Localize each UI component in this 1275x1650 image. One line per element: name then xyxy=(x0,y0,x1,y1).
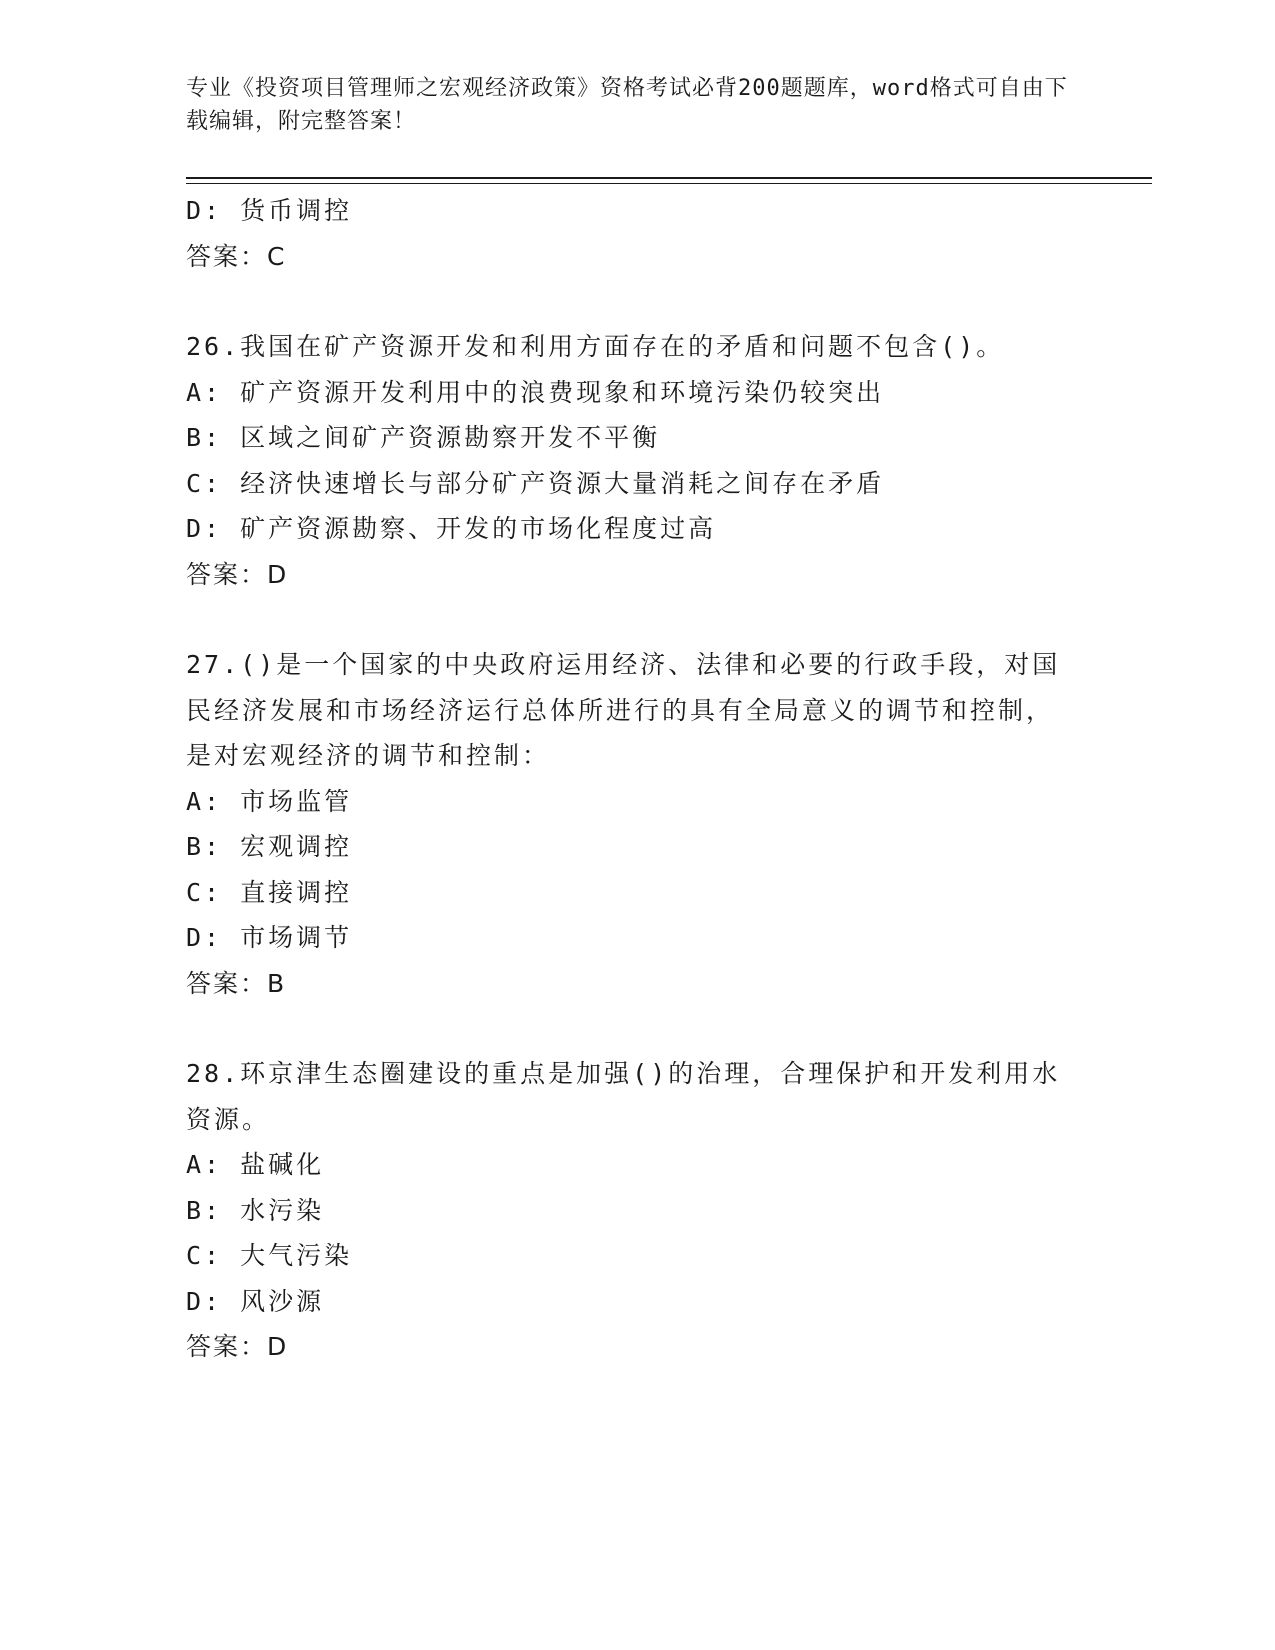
option-d: D: 市场调节 xyxy=(186,923,353,952)
option-a: A: 市场监管 xyxy=(186,786,353,816)
previous-question-tail xyxy=(186,188,1086,279)
question-28 xyxy=(186,1051,1086,1370)
option-c: C: 大气污染 xyxy=(186,1241,353,1270)
option-b: B: 宏观调控 xyxy=(186,832,353,861)
question-text: 26.我国在矿产资源开发和利用方面存在的矛盾和问题不包含()。 xyxy=(186,332,1005,361)
answer-line: 答案：D xyxy=(186,559,289,589)
question-text: 28.环京津生态圈建设的重点是加强()的治理，合理保护和开发利用水资源。 xyxy=(186,1059,1061,1134)
option-c: C: 经济快速增长与部分矿产资源大量消耗之间存在矛盾 xyxy=(186,468,885,498)
header-title: 专业《投资项目管理师之宏观经济政策》资格考试必背200题题库，word格式可自由下载编辑，附完整答案！ xyxy=(186,76,1068,134)
option-d: D: 货币调控 xyxy=(186,196,353,225)
page-header xyxy=(186,72,1086,138)
answer-line: 答案：D xyxy=(186,1332,289,1361)
header-divider-thin xyxy=(186,183,1152,184)
answer-line: 答案：C xyxy=(186,241,287,271)
question-26 xyxy=(186,324,1086,597)
document-content xyxy=(186,188,1086,1370)
option-a: A: 矿产资源开发利用中的浪费现象和环境污染仍较突出 xyxy=(186,377,885,407)
option-a: A: 盐碱化 xyxy=(186,1150,325,1179)
option-d: D: 风沙源 xyxy=(186,1286,325,1316)
option-d: D: 矿产资源勘察、开发的市场化程度过高 xyxy=(186,514,717,543)
header-divider-thick xyxy=(186,177,1152,179)
question-27 xyxy=(186,642,1086,1006)
option-c: C: 直接调控 xyxy=(186,877,353,907)
question-text: 27.()是一个国家的中央政府运用经济、法律和必要的行政手段，对国民经济发展和市场经济运行总体所进行的具有全局意义的调节和控制，是对宏观经济的调节和控制： xyxy=(186,650,1061,770)
option-b: B: 水污染 xyxy=(186,1195,325,1225)
option-b: B: 区域之间矿产资源勘察开发不平衡 xyxy=(186,423,661,452)
answer-line: 答案：B xyxy=(186,968,287,998)
